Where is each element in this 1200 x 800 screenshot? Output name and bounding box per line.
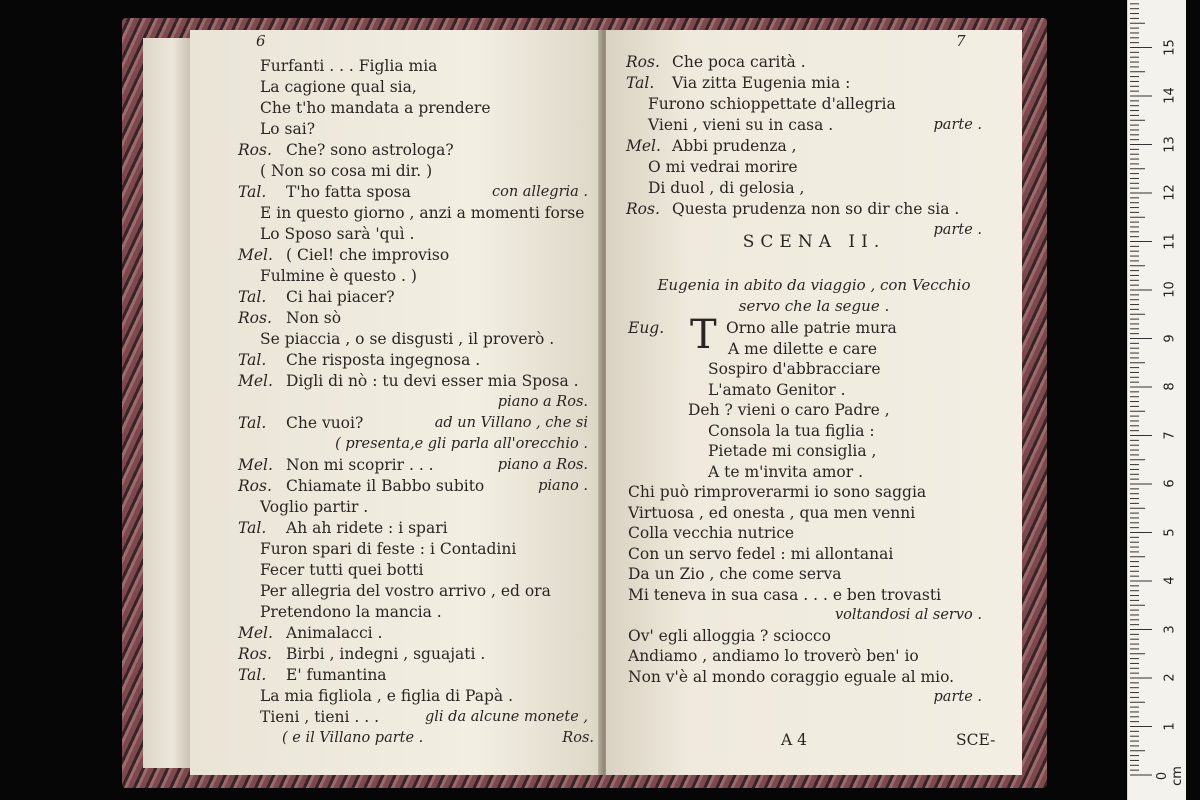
right-page [606, 30, 1022, 775]
stage-direction: ( presenta,e gli parla all'orecchio . [335, 436, 588, 452]
verse-line: Vieni , vieni su in casa . [648, 116, 834, 134]
verse-line: Non mi scoprir . . . [286, 456, 434, 474]
ruler-label: 7 [1162, 430, 1178, 440]
page-number: 6 [256, 32, 266, 50]
verse-line: Pietade mi consiglia , [708, 442, 877, 460]
ruler-label: 14 [1162, 87, 1178, 104]
verse-line: Non sò [286, 309, 342, 327]
speaker-label: Ros. [238, 477, 272, 495]
speaker-label: Mel. [626, 137, 661, 155]
verse-line: Lo sai? [260, 120, 316, 138]
ruler-label: 6 [1162, 479, 1178, 488]
verse-line: La mia figliola , e figlia di Papà . [260, 687, 514, 705]
verse-line: Chiamate il Babbo subito [286, 477, 485, 495]
verse-line: Per allegria del vostro arrivo , ed ora [260, 582, 551, 600]
verse-line: Non v'è al mondo coraggio eguale al mio. [628, 667, 955, 686]
speaker-label: Mel. [238, 456, 273, 474]
verse-line: Questa prudenza non so dir che sia . [672, 200, 960, 218]
stage-direction: piano a Ros. [497, 457, 588, 473]
ruler-label: 4 [1162, 576, 1178, 585]
stage-rubric-line-1: Eugenia in abito da viaggio , con Vecchio [657, 276, 971, 294]
speaker-label: Mel. [238, 372, 273, 390]
verse-line: L'amato Genitor . [708, 380, 846, 399]
speaker-label: Tal. [626, 74, 655, 92]
verse-line: Di duol , di gelosia , [648, 179, 805, 197]
verse-line: Birbi , indegni , sguajati . [286, 645, 486, 663]
verse-line: Tieni , tieni . . . [260, 708, 380, 726]
verse-line: Andiamo , andiamo lo troverò ben' io [628, 647, 919, 665]
verse-line: Furfanti . . . Figlia mia [260, 57, 438, 75]
verse-line: O mi vedrai morire [648, 158, 798, 176]
stage-direction: parte . [933, 689, 982, 705]
verse-line: Da un Zio , che come serva [628, 565, 842, 583]
verse-line: Via zitta Eugenia mia : [672, 74, 851, 92]
ruler-label: 1 [1162, 721, 1178, 731]
speaker-label: Tal. [238, 288, 267, 306]
speaker-label: Tal. [238, 351, 267, 369]
verse-line: Furono schioppettate d'allegria [648, 95, 896, 113]
verse-line: Mi teneva in sua casa . . . e ben trovasti [628, 585, 942, 604]
catchword: Ros. [562, 730, 594, 746]
verse-line: Colla vecchia nutrice [628, 524, 795, 542]
ruler-label: 0 cm [1155, 766, 1185, 786]
ruler-label: 11 [1162, 232, 1178, 250]
drop-cap: T [690, 312, 717, 358]
stage-direction: piano a Ros. [497, 394, 588, 410]
speaker-label: Eug. [628, 319, 665, 337]
verse-line: Voglio partir . [260, 498, 369, 516]
verse-line: Con un servo fedel : mi allontanai [628, 544, 894, 563]
speaker-label: Ros. [238, 645, 272, 663]
verse-line: Ah ah ridete : i spari [286, 519, 448, 537]
verse-line: Se piaccia , o se disgusti , il proverò . [260, 330, 555, 348]
signature-mark: A 4 [781, 731, 807, 749]
speaker-label: Ros. [626, 200, 660, 218]
verse-line: E' fumantina [286, 666, 387, 684]
verse-line: Ci hai piacer? [286, 288, 395, 306]
scene-title: SCENA II. [742, 232, 886, 252]
verse-line: Che risposta ingegnosa . [286, 351, 481, 369]
speaker-label: Tal. [238, 183, 267, 201]
stage-direction: parte . [933, 117, 982, 133]
flyleaf-edge [143, 38, 191, 768]
speaker-label: Tal. [238, 666, 267, 684]
verse-line: Sospiro d'abbracciare [708, 360, 881, 378]
verse-line: Consola la tua figlia : [708, 421, 875, 440]
verse-line: Furon spari di feste : i Contadini [260, 540, 517, 558]
stage-direction: voltandosi al servo . [834, 607, 982, 623]
ruler-label: 3 [1162, 624, 1178, 634]
stage-rubric-line-2: servo che la segue . [738, 297, 890, 315]
verse-line: Pretendono la mancia . [260, 603, 442, 621]
speaker-label: Tal. [238, 414, 267, 432]
ruler-label: 12 [1162, 184, 1178, 201]
ruler-label: 5 [1162, 527, 1178, 537]
speaker-label: Ros. [238, 309, 272, 327]
speaker-label: Mel. [238, 246, 273, 264]
ruler-label: 13 [1162, 135, 1178, 153]
verse-line: Che vuoi? [286, 414, 364, 432]
verse-line: Che t'ho mandata a prendere [260, 99, 491, 117]
verse-line: La cagione qual sia, [260, 78, 417, 96]
verse-line: Fecer tutti quei botti [260, 561, 424, 579]
stage-direction: parte . [933, 222, 982, 238]
verse-line: ( Non so cosa mi dir. ) [260, 162, 433, 180]
ruler-label: 9 [1162, 333, 1178, 343]
verse-line: Lo Sposo sarà 'quì . [260, 225, 415, 243]
verse-line: Orno alle patrie mura [726, 319, 897, 337]
stage-direction: gli da alcune monete , [425, 709, 588, 725]
verse-line: E in questo giorno , anzi a momenti forse [260, 204, 585, 222]
stage-direction: con allegria . [491, 184, 588, 200]
stage-direction: piano . [538, 478, 588, 494]
ruler-label: 15 [1162, 38, 1178, 56]
verse-line: Che? sono astrologa? [286, 141, 454, 159]
verse-line: Fulmine è questo . ) [260, 267, 417, 285]
stage-direction: ( e il Villano parte . [282, 730, 424, 746]
verse-line: A me dilette e care [728, 339, 878, 358]
verse-line: Digli di nò : tu devi esser mia Sposa . [286, 372, 579, 390]
verse-line: Chi può rimproverarmi io sono saggia [628, 483, 927, 501]
speaker-label: Ros. [238, 141, 272, 159]
verse-line: ( Ciel! che improviso [286, 246, 450, 264]
ruler-label: 2 [1162, 673, 1178, 682]
verse-line: Deh ? vieni o caro Padre , [688, 401, 890, 419]
catchword: SCE- [956, 731, 996, 749]
verse-line: A te m'invita amor . [708, 462, 863, 481]
verse-line: Che poca carità . [672, 53, 806, 71]
ruler-label: 8 [1162, 382, 1178, 391]
speaker-label: Ros. [626, 53, 660, 71]
stage-direction: ad un Villano , che si [434, 415, 588, 431]
ruler-label: 10 [1162, 281, 1178, 298]
verse-line: Animalacci . [286, 624, 383, 642]
speaker-label: Mel. [238, 624, 273, 642]
verse-line: T'ho fatta sposa [286, 183, 411, 201]
verse-line: Ov' egli alloggia ? sciocco [628, 626, 831, 645]
left-page [190, 30, 602, 775]
verse-line: Virtuosa , ed onesta , qua men venni [628, 503, 916, 522]
speaker-label: Tal. [238, 519, 267, 537]
verse-line: Abbi prudenza , [672, 137, 797, 155]
page-number: 7 [956, 32, 966, 50]
